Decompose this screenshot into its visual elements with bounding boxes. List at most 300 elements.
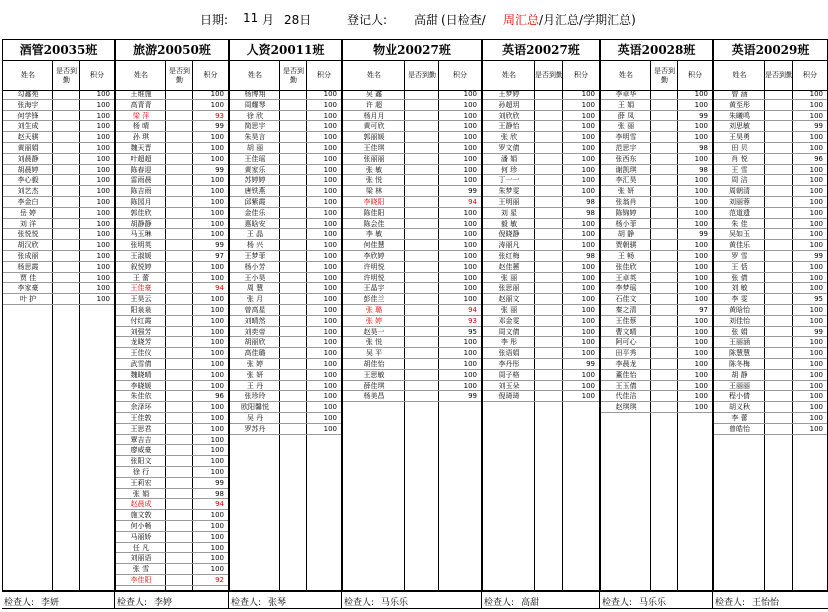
student-score: 100	[809, 241, 823, 249]
student-name: 刘晴然	[244, 317, 266, 325]
table-row	[3, 229, 114, 239]
student-name: 胡晨婷	[17, 166, 39, 174]
student-name: 叙悦婷	[130, 263, 152, 271]
student-score: 100	[581, 392, 595, 400]
table-row	[116, 165, 228, 175]
date-month-unit: 月	[262, 13, 275, 27]
student-name: 胡 丽	[246, 144, 264, 152]
student-name: 肖 悦	[731, 155, 748, 163]
table-row	[116, 456, 228, 466]
table-row	[230, 111, 341, 121]
student-name: 李欣婷	[363, 252, 385, 260]
student-name: 张思丽	[498, 284, 520, 292]
table-row	[116, 413, 228, 423]
student-score: 100	[210, 338, 224, 346]
table-row	[601, 154, 712, 164]
student-score: 100	[809, 187, 823, 195]
student-name: 周文倩	[498, 328, 520, 336]
column-header-name: 姓名	[248, 71, 262, 79]
table-row	[343, 381, 481, 391]
student-name: 任 凡	[132, 544, 150, 552]
student-name: 朱曦鸣	[729, 112, 750, 120]
table-row	[116, 521, 228, 531]
student-name: 马丽娇	[130, 533, 152, 541]
student-name: 刘 敏	[731, 284, 748, 292]
student-score: 100	[581, 371, 595, 379]
student-name: 王昊勇	[729, 133, 750, 141]
column-header-present: 是否到勤	[56, 66, 77, 84]
student-name: 赵琪琪	[615, 403, 637, 411]
signature-row	[2, 591, 828, 609]
student-name: 魏晓晴	[130, 371, 152, 379]
table-row	[343, 283, 481, 293]
student-score: 100	[323, 122, 337, 130]
student-score: 100	[210, 360, 224, 368]
table-row	[483, 100, 599, 110]
table-row	[3, 175, 114, 185]
student-name: 金佳乐	[244, 209, 266, 217]
student-name: 张 丽	[500, 306, 518, 314]
student-score: 100	[463, 371, 477, 379]
table-row	[601, 89, 712, 99]
class-table	[229, 39, 342, 591]
column-header-present: 是否到勤	[169, 66, 190, 84]
student-name: 张成丽	[17, 252, 39, 260]
student-score: 100	[463, 338, 477, 346]
student-name: 郭佳欣	[130, 209, 152, 217]
student-score: 100	[323, 338, 337, 346]
table-row	[601, 348, 712, 358]
student-name: 刘晨静	[17, 155, 39, 163]
student-score: 100	[694, 133, 708, 141]
table-row	[116, 121, 228, 131]
student-name: 倪琦琦	[498, 392, 520, 400]
table-row	[601, 370, 712, 380]
student-name: 吴如玉	[729, 230, 750, 238]
column-header-present: 是否到勤	[535, 71, 563, 79]
table-row	[343, 273, 481, 283]
student-score: 100	[323, 198, 337, 206]
student-score: 100	[694, 392, 708, 400]
student-name: 石佳文	[615, 295, 637, 303]
table-row	[230, 327, 341, 337]
table-row	[601, 165, 712, 175]
student-name: 叶 护	[19, 295, 37, 303]
student-score: 100	[694, 101, 708, 109]
student-name: 贾朝骐	[615, 241, 637, 249]
table-row	[483, 165, 599, 175]
student-score: 100	[96, 101, 110, 109]
student-score: 100	[323, 209, 337, 217]
table-row	[230, 262, 341, 272]
table-row	[714, 100, 827, 110]
table-row	[343, 143, 481, 153]
table-row	[714, 370, 827, 380]
student-score: 100	[323, 263, 337, 271]
table-row	[601, 391, 712, 401]
student-score: 100	[210, 349, 224, 357]
column-header	[714, 61, 827, 91]
table-row	[483, 175, 599, 185]
student-name: 薛佳琪	[363, 382, 385, 390]
student-score: 100	[463, 252, 477, 260]
student-score: 100	[96, 133, 110, 141]
table-row	[343, 359, 481, 369]
student-name: 张西东	[615, 155, 637, 163]
signature-divider	[481, 592, 482, 608]
table-row	[230, 402, 341, 412]
student-score: 100	[581, 144, 595, 152]
student-name: 刘强芳	[130, 328, 152, 336]
class-title: 英语20027班	[483, 40, 599, 61]
table-row	[483, 294, 599, 304]
student-score: 98	[699, 166, 708, 174]
student-score: 100	[809, 403, 823, 411]
student-name: 刘丽语	[130, 554, 152, 562]
student-name: 许 超	[365, 101, 383, 109]
student-score: 100	[96, 176, 110, 184]
table-row	[601, 402, 712, 412]
table-row	[116, 478, 228, 488]
student-name: 何佳慧	[363, 241, 385, 249]
student-name: 范思宇	[615, 144, 637, 152]
class-block	[115, 39, 229, 591]
student-score: 100	[809, 220, 823, 228]
table-row	[230, 121, 341, 131]
student-score: 97	[699, 306, 708, 314]
table-row	[230, 294, 341, 304]
student-score: 100	[694, 252, 708, 260]
student-score: 100	[210, 187, 224, 195]
student-score: 99	[468, 187, 477, 195]
table-row	[116, 575, 228, 585]
table-row	[230, 391, 341, 401]
class-block	[342, 39, 482, 591]
signer-name: 马乐乐	[381, 598, 409, 608]
student-name: 王卓英	[615, 274, 637, 282]
signature-divider	[341, 592, 342, 608]
student-score: 100	[694, 187, 708, 195]
table-row	[714, 165, 827, 175]
student-score: 100	[323, 230, 337, 238]
student-score: 95	[814, 295, 823, 303]
table-row	[116, 327, 228, 337]
table-row	[116, 186, 228, 196]
table-row	[3, 240, 114, 250]
student-name: 赵昊一	[363, 328, 385, 336]
table-row	[3, 132, 114, 142]
student-name: 余泽环	[130, 403, 152, 411]
student-score: 100	[463, 101, 477, 109]
student-name: 刘生成	[17, 122, 39, 130]
student-score: 100	[694, 403, 708, 411]
student-score: 100	[581, 133, 595, 141]
table-row	[116, 435, 228, 445]
table-row	[601, 175, 712, 185]
student-score: 100	[581, 295, 595, 303]
table-row	[714, 262, 827, 272]
student-name: 简思宇	[244, 122, 266, 130]
row-divider	[343, 401, 481, 402]
student-name: 张 丽	[500, 274, 518, 282]
table-row	[116, 424, 228, 434]
student-score: 100	[96, 295, 110, 303]
table-row	[714, 219, 827, 229]
student-name: 魏天晋	[130, 144, 152, 152]
table-row	[116, 370, 228, 380]
student-score: 100	[694, 155, 708, 163]
student-score: 93	[215, 112, 224, 120]
student-score: 100	[210, 176, 224, 184]
table-row	[343, 240, 481, 250]
table-row	[601, 359, 712, 369]
student-score: 100	[581, 317, 595, 325]
table-row	[601, 197, 712, 207]
student-name: 王淑媛	[130, 252, 152, 260]
class-block	[482, 39, 600, 591]
class-title: 旅游20050班	[116, 40, 228, 61]
student-name: 王梦婷	[498, 90, 520, 98]
student-name: 王莉宏	[130, 479, 152, 487]
student-name: 杨小芳	[244, 263, 266, 271]
student-score: 100	[210, 220, 224, 228]
student-score: 100	[463, 241, 477, 249]
student-score: 100	[96, 241, 110, 249]
student-score: 93	[468, 317, 477, 325]
student-score: 100	[96, 209, 110, 217]
table-row	[116, 208, 228, 218]
student-score: 100	[694, 274, 708, 282]
table-row	[601, 305, 712, 315]
recorder-name: 高甜	[414, 13, 439, 27]
table-row	[714, 381, 827, 391]
student-score: 100	[210, 468, 224, 476]
student-score: 100	[210, 101, 224, 109]
student-score: 100	[463, 295, 477, 303]
student-score: 100	[463, 220, 477, 228]
student-name: 许明悦	[363, 274, 385, 282]
table-row	[116, 402, 228, 412]
student-name: 王佳瑶	[244, 155, 266, 163]
student-score: 100	[809, 360, 823, 368]
student-score: 100	[809, 338, 823, 346]
student-score: 100	[323, 252, 337, 260]
table-row	[230, 143, 341, 153]
student-name: 岳 婷	[19, 209, 37, 217]
student-score: 100	[581, 155, 595, 163]
student-name: 王晶宇	[363, 284, 385, 292]
student-name: 王 娟	[617, 101, 635, 109]
student-score: 100	[210, 425, 224, 433]
student-score: 100	[210, 565, 224, 573]
student-score: 100	[96, 166, 110, 174]
table-row	[116, 564, 228, 574]
row-divider	[714, 434, 827, 435]
student-score: 100	[323, 392, 337, 400]
student-score: 100	[581, 187, 595, 195]
table-row	[714, 294, 827, 304]
table-row	[601, 381, 712, 391]
student-name: 赵晨成	[130, 500, 152, 508]
student-score: 100	[210, 403, 224, 411]
student-name: 王丽涵	[729, 338, 750, 346]
table-row	[343, 208, 481, 218]
table-row	[343, 327, 481, 337]
table-row	[116, 100, 228, 110]
student-score: 100	[96, 144, 110, 152]
student-score: 99	[215, 122, 224, 130]
table-row	[483, 132, 599, 142]
student-score: 99	[586, 360, 595, 368]
student-name: 秦之清	[615, 306, 637, 314]
student-name: 毅 敏	[500, 220, 518, 228]
student-score: 100	[809, 274, 823, 282]
student-name: 王思敏	[363, 371, 385, 379]
student-name: 刘艺杰	[17, 187, 39, 195]
student-name: 孙超玥	[498, 101, 520, 109]
student-score: 100	[694, 360, 708, 368]
student-name: 李 蕾	[731, 414, 748, 422]
table-row	[601, 327, 712, 337]
student-name: 马玉琳	[130, 230, 152, 238]
table-row	[230, 316, 341, 326]
student-name: 周朝清	[729, 187, 750, 195]
table-row	[3, 186, 114, 196]
student-score: 100	[96, 230, 110, 238]
student-score: 100	[809, 198, 823, 206]
date-label: 日期:	[200, 13, 229, 27]
signer-name: 李婷	[154, 598, 173, 608]
column-header-score: 积分	[453, 71, 467, 79]
student-score: 100	[809, 317, 823, 325]
student-score: 100	[694, 371, 708, 379]
student-name: 惠晗安	[244, 220, 266, 228]
student-score: 100	[809, 112, 823, 120]
table-row	[343, 337, 481, 347]
student-name: 杨美昌	[363, 392, 385, 400]
student-name: 李家豪	[17, 284, 39, 292]
signer-label: 检查人:	[344, 598, 375, 608]
table-row	[483, 359, 599, 369]
table-row	[116, 273, 228, 283]
table-row	[3, 219, 114, 229]
student-name: 张 丽	[617, 122, 635, 130]
student-name: 吴 平	[365, 349, 383, 357]
table-row	[343, 111, 481, 121]
table-row	[601, 208, 712, 218]
student-score: 100	[463, 155, 477, 163]
student-score: 100	[809, 306, 823, 314]
student-score: 100	[323, 403, 337, 411]
student-name: 王静怡	[498, 122, 520, 130]
student-name: 李汇昊	[615, 176, 637, 184]
student-name: 张 婷	[246, 360, 264, 368]
student-score: 100	[694, 220, 708, 228]
student-name: 陈慧慧	[729, 349, 750, 357]
student-score: 99	[814, 328, 823, 336]
student-score: 100	[463, 263, 477, 271]
table-row	[116, 197, 228, 207]
column-header-score: 积分	[317, 71, 331, 79]
table-row	[714, 337, 827, 347]
table-row	[714, 305, 827, 315]
student-score: 100	[323, 241, 337, 249]
table-row	[230, 359, 341, 369]
student-name: 许明悦	[363, 263, 385, 271]
table-row	[343, 100, 481, 110]
student-score: 100	[694, 328, 708, 336]
table-row	[3, 165, 114, 175]
student-score: 100	[581, 338, 595, 346]
student-score: 100	[694, 209, 708, 217]
table-row	[601, 111, 712, 121]
student-score: 100	[323, 371, 337, 379]
table-row	[483, 240, 599, 250]
student-score: 100	[581, 112, 595, 120]
student-name: 王 蕾	[132, 274, 150, 282]
student-name: 周 洁	[731, 176, 748, 184]
student-name: 杨 兴	[246, 241, 264, 249]
table-row	[116, 337, 228, 347]
student-score: 99	[699, 112, 708, 120]
student-name: 代佳洁	[615, 392, 637, 400]
student-score: 100	[809, 166, 823, 174]
student-name: 吴 鑫	[365, 90, 383, 98]
signature-divider	[599, 592, 600, 608]
class-title: 人资20011班	[230, 40, 341, 61]
table-row	[116, 262, 228, 272]
student-score: 100	[463, 349, 477, 357]
signer-label: 检查人:	[602, 598, 633, 608]
table-row	[601, 251, 712, 261]
student-score: 100	[323, 133, 337, 141]
student-name: 何学锋	[17, 112, 39, 120]
student-name: 王思君	[130, 425, 152, 433]
student-name: 胡静静	[130, 220, 152, 228]
signer-name: 高甜	[521, 598, 540, 608]
student-name: 梁 林	[365, 187, 383, 195]
table-row	[714, 327, 827, 337]
table-row	[116, 229, 228, 239]
table-row	[116, 143, 228, 153]
table-row	[714, 424, 827, 434]
table-row	[483, 316, 599, 326]
student-name: 王佳敦	[130, 414, 152, 422]
student-score: 100	[210, 263, 224, 271]
signature-divider	[114, 592, 115, 608]
table-row	[483, 273, 599, 283]
student-score: 100	[694, 349, 708, 357]
student-score: 99	[215, 241, 224, 249]
table-row	[714, 229, 827, 239]
class-block	[229, 39, 342, 591]
student-score: 100	[581, 230, 595, 238]
student-score: 100	[323, 187, 337, 195]
summary-open: (日检查/	[441, 13, 486, 27]
class-table	[2, 39, 115, 591]
student-name: 丁一一	[498, 176, 520, 184]
table-row	[116, 445, 228, 455]
student-score: 100	[210, 533, 224, 541]
table-row	[116, 510, 228, 520]
student-score: 100	[581, 90, 595, 98]
student-name: 李心毅	[17, 176, 39, 184]
student-name: 王 晶	[246, 230, 264, 238]
student-score: 100	[809, 144, 823, 152]
student-score: 100	[581, 274, 595, 282]
student-score: 100	[323, 144, 337, 152]
table-row	[116, 251, 228, 261]
